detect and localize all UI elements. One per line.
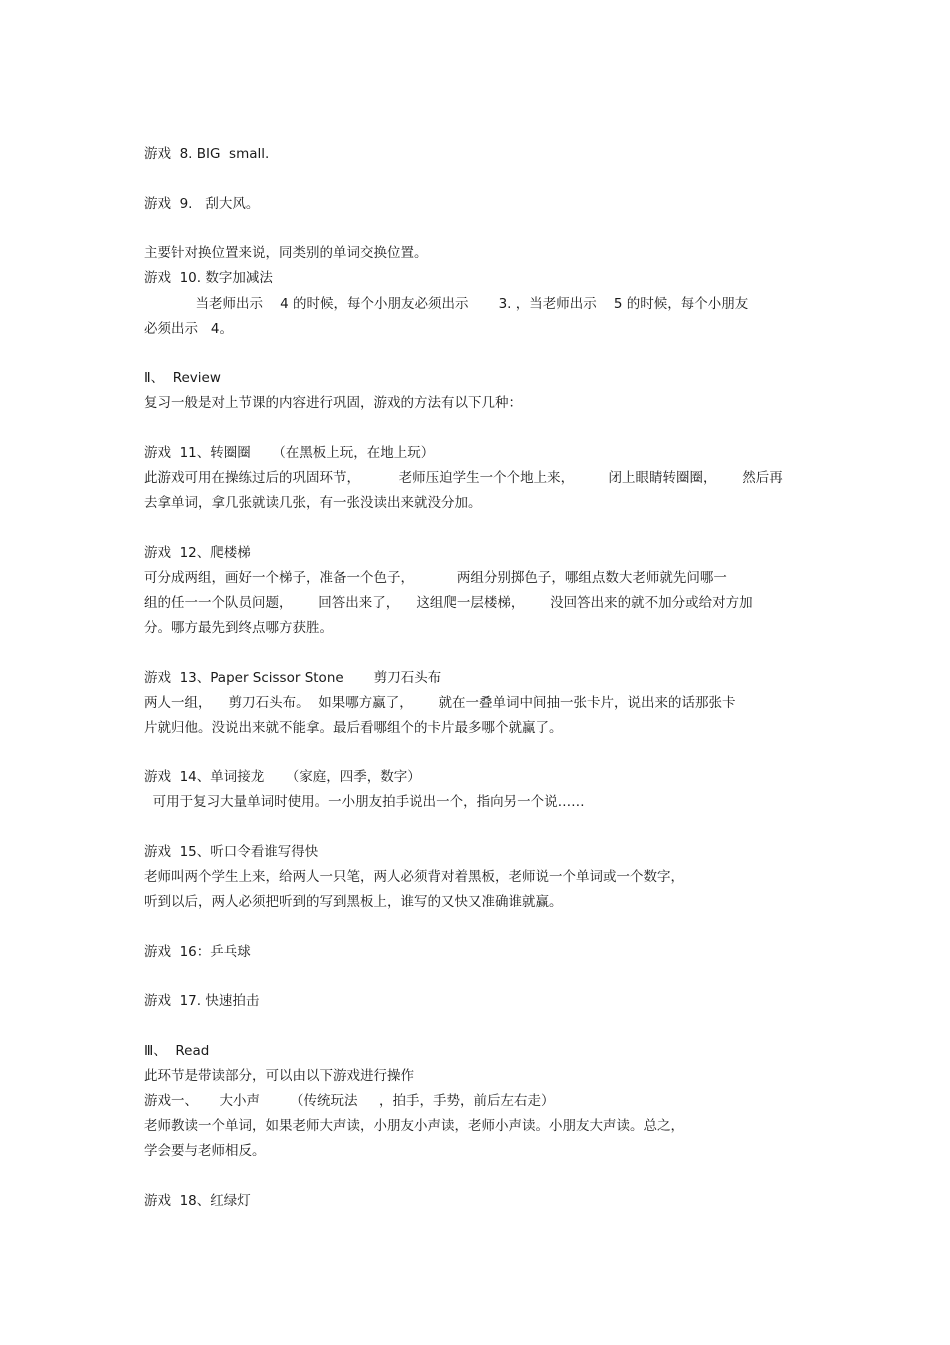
game-one-text-2: 学会要与老师相反。 <box>144 1143 266 1159</box>
game-14-text: 可用于复习大量单词时使用。一小朋友拍手说出一个，指向另一个说…… <box>144 794 585 810</box>
game-one-title: 游戏一、 大小声 （传统玩法 ，拍手，手势，前后左右走） <box>144 1093 555 1109</box>
game-9-title: 游戏 9. 刮大风。 <box>144 196 260 212</box>
game-15-title: 游戏 15、听口令看谁写得快 <box>144 844 319 860</box>
game-9-text: 主要针对换位置来说，同类别的单词交换位置。 <box>144 245 428 261</box>
game-10-title: 游戏 10. 数字加减法 <box>144 270 273 286</box>
game-11-text-2: 去拿单词，拿几张就读几张，有一张没读出来就没分加。 <box>144 495 482 511</box>
game-16-title: 游戏 16：乒乓球 <box>144 944 251 960</box>
game-17-title: 游戏 17. 快速拍击 <box>144 993 260 1009</box>
section-2-intro: 复习一般是对上节课的内容进行巩固，游戏的方法有以下几种： <box>144 395 522 411</box>
section-3-heading: Ⅲ、 Read <box>144 1043 210 1059</box>
section-2-heading: Ⅱ、 Review <box>144 370 221 386</box>
section-3-intro: 此环节是带读部分，可以由以下游戏进行操作 <box>144 1068 414 1084</box>
game-10-text-2: 必须出示 4。 <box>144 321 233 337</box>
game-18-title: 游戏 18、红绿灯 <box>144 1193 251 1209</box>
game-10-text-1: 当老师出示 4 的时候，每个小朋友必须出示 3. ，当老师出示 5 的时候，每个小朋友 <box>144 296 749 312</box>
game-15-text-1: 老师叫两个学生上来，给两人一只笔，两人必须背对着黑板，老师说一个单词或一个数字， <box>144 869 684 885</box>
game-8-title: 游戏 8. BIG small. <box>144 146 270 162</box>
game-12-title: 游戏 12、爬楼梯 <box>144 545 251 561</box>
game-12-text-2: 组的任一一个队员问题， 回答出来了， 这组爬一层楼梯， 没回答出来的就不加分或给对方加 <box>144 595 753 611</box>
game-14-title: 游戏 14、单词接龙 （家庭，四季，数字） <box>144 769 421 785</box>
game-13-text-1: 两人一组， 剪刀石头布。 如果哪方赢了， 就在一叠单词中间抽一张卡片，说出来的话那张卡 <box>144 695 736 711</box>
game-13-title: 游戏 13、Paper Scissor Stone 剪刀石头布 <box>144 670 442 686</box>
game-12-text-1: 可分成两组，画好一个梯子，准备一个色子， 两组分别掷色子，哪组点数大老师就先问哪一 <box>144 570 727 586</box>
game-11-title: 游戏 11、转圈圈 （在黑板上玩，在地上玩） <box>144 445 435 461</box>
game-11-text-1: 此游戏可用在操练过后的巩固环节， 老师压迫学生一个个地上来， 闭上眼睛转圈圈， 然后再 <box>144 470 783 486</box>
game-15-text-2: 听到以后，两人必须把听到的写到黑板上，谁写的又快又准确谁就赢。 <box>144 894 563 910</box>
game-one-text-1: 老师教读一个单词，如果老师大声读，小朋友小声读，老师小声读。小朋友大声读。总之， <box>144 1118 684 1134</box>
game-13-text-2: 片就归他。没说出来就不能拿。最后看哪组个的卡片最多哪个就赢了。 <box>144 720 563 736</box>
game-12-text-3: 分。哪方最先到终点哪方获胜。 <box>144 620 333 636</box>
